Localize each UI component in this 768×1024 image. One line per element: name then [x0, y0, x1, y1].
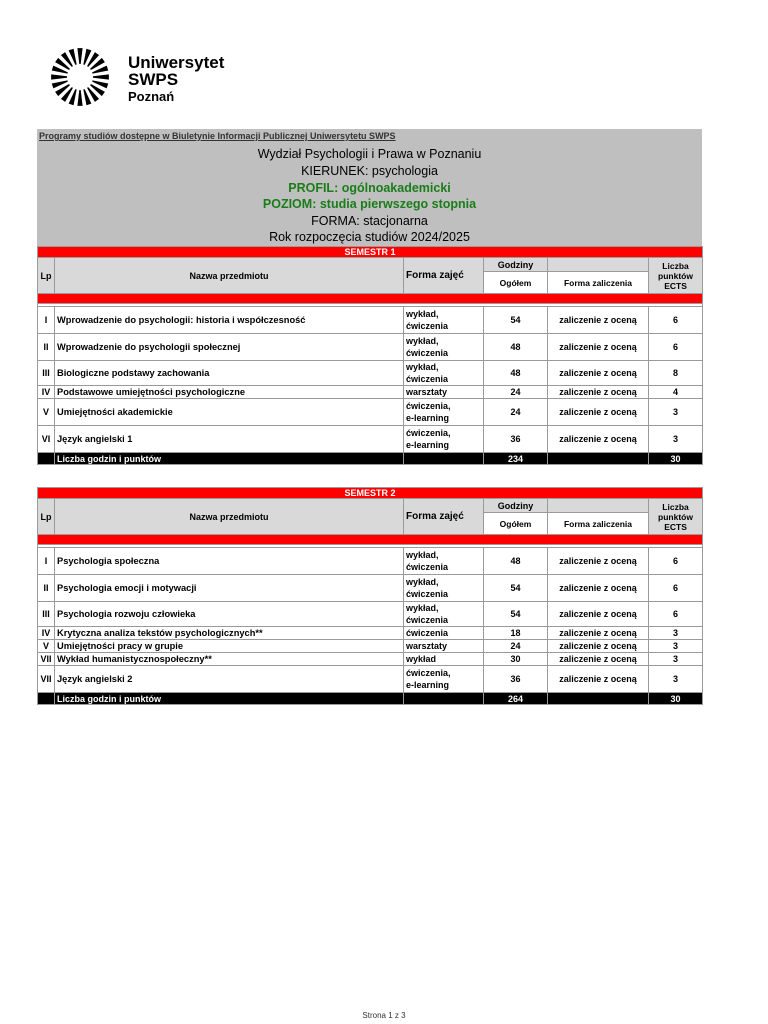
course-lp: VI	[38, 426, 55, 453]
course-ects: 6	[649, 575, 703, 602]
total-form-blank	[404, 693, 484, 705]
course-form-line-2: ćwiczenia	[406, 321, 449, 331]
total-hours: 264	[484, 693, 548, 705]
course-form	[404, 653, 484, 666]
course-name: Psychologia rozwoju człowieka	[55, 602, 404, 627]
university-logo	[38, 38, 238, 114]
col-blank-header	[548, 258, 649, 272]
course-ects: 8	[649, 361, 703, 386]
total-lp-blank	[38, 453, 55, 465]
rok-line: Rok rozpoczęcia studiów 2024/2025	[269, 230, 470, 244]
course-ects: 3	[649, 640, 703, 653]
course-hours: 48	[484, 334, 548, 361]
course-form-line-1: wykład,	[406, 603, 439, 613]
course-row	[38, 575, 703, 602]
col-hours-total-header: Ogółem	[484, 513, 548, 535]
course-hours: 18	[484, 627, 548, 640]
course-form-line-2: ćwiczenia	[406, 562, 449, 572]
semester-title-row	[38, 247, 703, 258]
course-hours: 24	[484, 386, 548, 399]
course-credit-form: zaliczenie z oceną	[548, 426, 649, 453]
course-name: Język angielski 2	[55, 666, 404, 693]
course-ects: 3	[649, 426, 703, 453]
course-form-line-1: ćwiczenia,	[406, 428, 451, 438]
course-name: Psychologia społeczna	[55, 548, 404, 575]
total-row	[38, 453, 703, 465]
course-credit-form: zaliczenie z oceną	[548, 386, 649, 399]
course-name: Psychologia emocji i motywacji	[55, 575, 404, 602]
course-ects: 4	[649, 386, 703, 399]
course-row	[38, 361, 703, 386]
course-lp: III	[38, 361, 55, 386]
course-form	[404, 548, 484, 575]
logo-line-1: Uniwersytet	[128, 53, 225, 72]
course-form-line-1: ćwiczenia	[406, 628, 449, 638]
course-form-line-2: e-learning	[406, 440, 450, 450]
course-hours: 24	[484, 640, 548, 653]
course-lp: IV	[38, 386, 55, 399]
total-label: Liczba godzin i punktów	[55, 693, 404, 705]
course-hours: 48	[484, 361, 548, 386]
course-credit-form: zaliczenie z oceną	[548, 361, 649, 386]
course-credit-form: zaliczenie z oceną	[548, 640, 649, 653]
course-form-line-1: warsztaty	[406, 387, 448, 397]
forma-line: FORMA: stacjonarna	[311, 214, 428, 228]
course-form	[404, 575, 484, 602]
logo-line-3: Poznań	[128, 89, 175, 104]
col-ects-header: Liczba punktów ECTS	[649, 499, 703, 535]
course-ects: 3	[649, 627, 703, 640]
red-separator	[38, 294, 703, 304]
course-row	[38, 653, 703, 666]
course-credit-form: zaliczenie z oceną	[548, 627, 649, 640]
course-hours: 30	[484, 653, 548, 666]
course-lp: V	[38, 640, 55, 653]
course-credit-form: zaliczenie z oceną	[548, 653, 649, 666]
course-form	[404, 334, 484, 361]
course-row	[38, 548, 703, 575]
course-row	[38, 602, 703, 627]
course-ects: 6	[649, 602, 703, 627]
course-row	[38, 627, 703, 640]
course-name: Biologiczne podstawy zachowania	[55, 361, 404, 386]
col-name-header: Nazwa przedmiotu	[55, 499, 404, 535]
course-ects: 3	[649, 653, 703, 666]
course-form	[404, 307, 484, 334]
semester-title: SEMESTR 1	[38, 247, 703, 258]
course-ects: 6	[649, 334, 703, 361]
swps-sunburst-icon	[50, 47, 110, 107]
course-name: Wykład humanistycznospołeczny**	[55, 653, 404, 666]
course-name: Krytyczna analiza tekstów psychologicznych**	[55, 627, 404, 640]
total-hours: 234	[484, 453, 548, 465]
course-form-line-1: wykład,	[406, 550, 439, 560]
total-lp-blank	[38, 693, 55, 705]
course-row	[38, 399, 703, 426]
semester-table	[37, 246, 703, 465]
col-lp-header: Lp	[38, 499, 55, 535]
course-form-line-1: ćwiczenia,	[406, 668, 451, 678]
col-ects-header: Liczba punktów ECTS	[649, 258, 703, 294]
course-lp: I	[38, 307, 55, 334]
col-credit-header: Forma zaliczenia	[548, 513, 649, 535]
col-blank-header	[548, 499, 649, 513]
page-number: Strona 1 z 3	[362, 1011, 406, 1020]
course-hours: 54	[484, 575, 548, 602]
course-lp: IV	[38, 627, 55, 640]
course-lp: VII	[38, 653, 55, 666]
col-credit-header: Forma zaliczenia	[548, 272, 649, 294]
course-form-line-1: wykład	[406, 654, 437, 664]
course-form	[404, 640, 484, 653]
course-row	[38, 426, 703, 453]
semester-title-row	[38, 488, 703, 499]
course-form	[404, 627, 484, 640]
course-form	[404, 602, 484, 627]
header-row	[38, 499, 703, 513]
course-form-line-1: wykład,	[406, 577, 439, 587]
course-form-line-1: wykład,	[406, 362, 439, 372]
course-form-line-2: ćwiczenia	[406, 374, 449, 384]
course-form-line-2: e-learning	[406, 413, 450, 423]
course-lp: I	[38, 548, 55, 575]
program-header	[37, 129, 702, 246]
course-ects: 6	[649, 307, 703, 334]
col-hours-total-header: Ogółem	[484, 272, 548, 294]
total-ects: 30	[649, 693, 703, 705]
course-form-line-1: warsztaty	[406, 641, 448, 651]
course-name: Wprowadzenie do psychologii: historia i współczesność	[55, 307, 404, 334]
course-form-line-2: ćwiczenia	[406, 348, 449, 358]
course-form-line-1: wykład,	[406, 336, 439, 346]
col-name-header: Nazwa przedmiotu	[55, 258, 404, 294]
course-form-line-2: ćwiczenia	[406, 615, 449, 625]
total-label: Liczba godzin i punktów	[55, 453, 404, 465]
course-hours: 36	[484, 426, 548, 453]
course-form	[404, 399, 484, 426]
bip-source-link[interactable]: Programy studiów dostępne w Biuletynie Informacji Publicznej Uniwersytetu SWPS	[39, 131, 396, 141]
course-form-line-1: ćwiczenia,	[406, 401, 451, 411]
total-credit-blank	[548, 453, 649, 465]
course-form	[404, 386, 484, 399]
course-name: Podstawowe umiejętności psychologiczne	[55, 386, 404, 399]
profil-line: PROFIL: ogólnoakademicki	[288, 181, 451, 195]
col-form-header: Forma zajęć	[404, 258, 484, 294]
course-name: Umiejętności pracy w grupie	[55, 640, 404, 653]
course-lp: III	[38, 602, 55, 627]
course-lp: VII	[38, 666, 55, 693]
faculty-title: Wydział Psychologii i Prawa w Poznaniu	[257, 147, 482, 161]
col-hours-group-header: Godziny	[484, 258, 548, 272]
semester-title: SEMESTR 2	[38, 488, 703, 499]
course-name: Wprowadzenie do psychologii społecznej	[55, 334, 404, 361]
course-hours: 36	[484, 666, 548, 693]
course-row	[38, 307, 703, 334]
logo-wordmark	[128, 54, 224, 105]
course-form	[404, 361, 484, 386]
course-hours: 54	[484, 602, 548, 627]
kierunek-line: KIERUNEK: psychologia	[301, 164, 438, 178]
course-credit-form: zaliczenie z oceną	[548, 666, 649, 693]
course-lp: V	[38, 399, 55, 426]
poziom-line: POZIOM: studia pierwszego stopnia	[262, 197, 477, 211]
course-lp: II	[38, 575, 55, 602]
course-row	[38, 386, 703, 399]
course-name: Umiejętności akademickie	[55, 399, 404, 426]
total-ects: 30	[649, 453, 703, 465]
course-credit-form: zaliczenie z oceną	[548, 399, 649, 426]
course-form-line-2: ćwiczenia	[406, 589, 449, 599]
course-credit-form: zaliczenie z oceną	[548, 602, 649, 627]
course-form	[404, 426, 484, 453]
red-separator	[38, 535, 703, 545]
course-row	[38, 666, 703, 693]
course-form-line-2: e-learning	[406, 680, 450, 690]
col-lp-header: Lp	[38, 258, 55, 294]
col-hours-group-header: Godziny	[484, 499, 548, 513]
total-row	[38, 693, 703, 705]
course-ects: 6	[649, 548, 703, 575]
course-hours: 48	[484, 548, 548, 575]
course-hours: 24	[484, 399, 548, 426]
course-form-line-1: wykład,	[406, 309, 439, 319]
header-row	[38, 258, 703, 272]
total-form-blank	[404, 453, 484, 465]
col-form-header: Forma zajęć	[404, 499, 484, 535]
semester-table	[37, 487, 703, 705]
course-credit-form: zaliczenie z oceną	[548, 307, 649, 334]
total-credit-blank	[548, 693, 649, 705]
course-row	[38, 640, 703, 653]
course-ects: 3	[649, 399, 703, 426]
logo-line-2: SWPS	[128, 70, 179, 89]
course-hours: 54	[484, 307, 548, 334]
course-form	[404, 666, 484, 693]
course-credit-form: zaliczenie z oceną	[548, 548, 649, 575]
course-credit-form: zaliczenie z oceną	[548, 334, 649, 361]
course-ects: 3	[649, 666, 703, 693]
course-lp: II	[38, 334, 55, 361]
course-credit-form: zaliczenie z oceną	[548, 575, 649, 602]
course-row	[38, 334, 703, 361]
course-name: Język angielski 1	[55, 426, 404, 453]
